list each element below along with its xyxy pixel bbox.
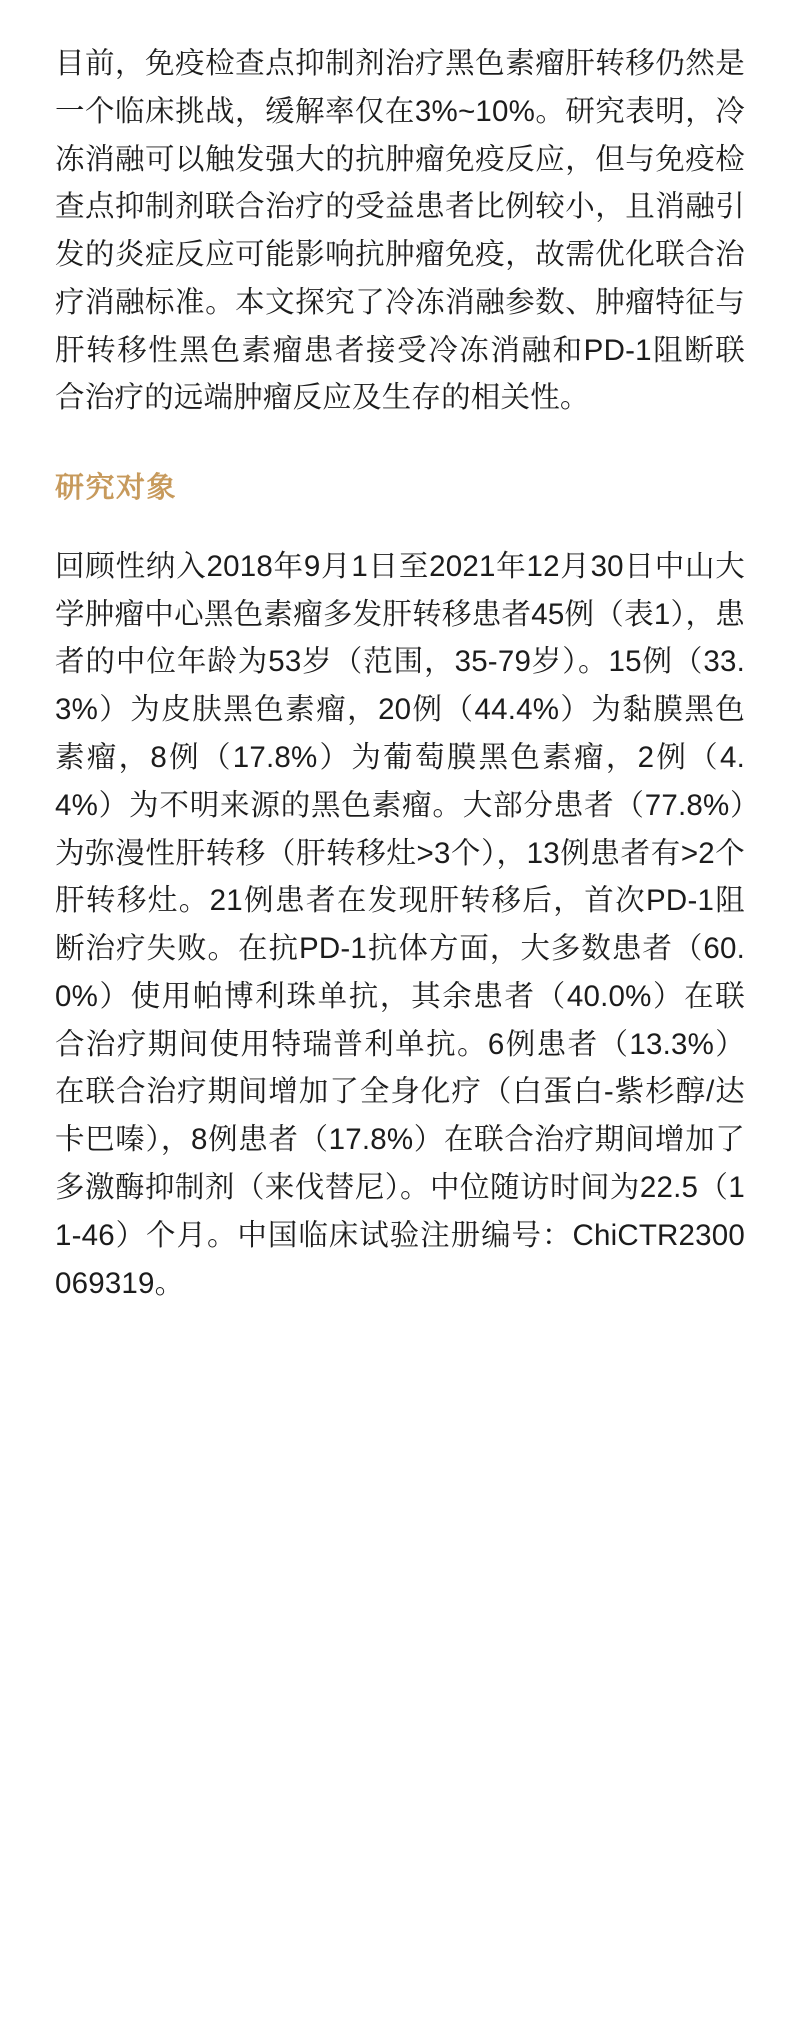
paragraph-study-subjects: 回顾性纳入2018年9月1日至2021年12月30日中山大学肿瘤中心黑色素瘤多发肝转移患者45例（表1），患者的中位年龄为53岁（范围，35-79岁）。15例（33.3%）为皮肤黑色素瘤，20例（44.4%）为黏膜黑色素瘤，8例（17.8%）为葡萄膜黑色素瘤，2例（4.4%）为不明来源的黑色素瘤。大部分患者（77.8%）为弥漫性肝转移（肝转移灶>3个），13例患者有>2个肝转移灶。21例患者在发现肝转移后，首次PD-1阻断治疗失败。在抗PD-1抗体方面，大多数患者（60.0%）使用帕博利珠单抗，其余患者（40.0%）在联合治疗期间使用特瑞普利单抗。6例患者（13.3%）在联合治疗期间增加了全身化疗（白蛋白-紫杉醇/达卡巴嗪），8例患者（17.8%）在联合治疗期间增加了多激酶抑制剂（来伐替尼）。中位随访时间为22.5（11-46）个月。中国临床试验注册编号：ChiCTR2300069319。 — [55, 549, 745, 1300]
paragraph-intro: 目前，免疫检查点抑制剂治疗黑色素瘤肝转移仍然是一个临床挑战，缓解率仅在3%~10%。研究表明，冷冻消融可以触发强大的抗肿瘤免疫反应，但与免疫检查点抑制剂联合治疗的受益患者比例较小，且消融引发的炎症反应可能影响抗肿瘤免疫，故需优化联合治疗消融标准。本文探究了冷冻消融参数、肿瘤特征与肝转移性黑色素瘤患者接受冷冻消融和PD-1阻断联合治疗的远端肿瘤反应及生存的相关性。 — [55, 47, 745, 415]
section-heading-study-subjects: 研究对象 — [55, 472, 178, 505]
